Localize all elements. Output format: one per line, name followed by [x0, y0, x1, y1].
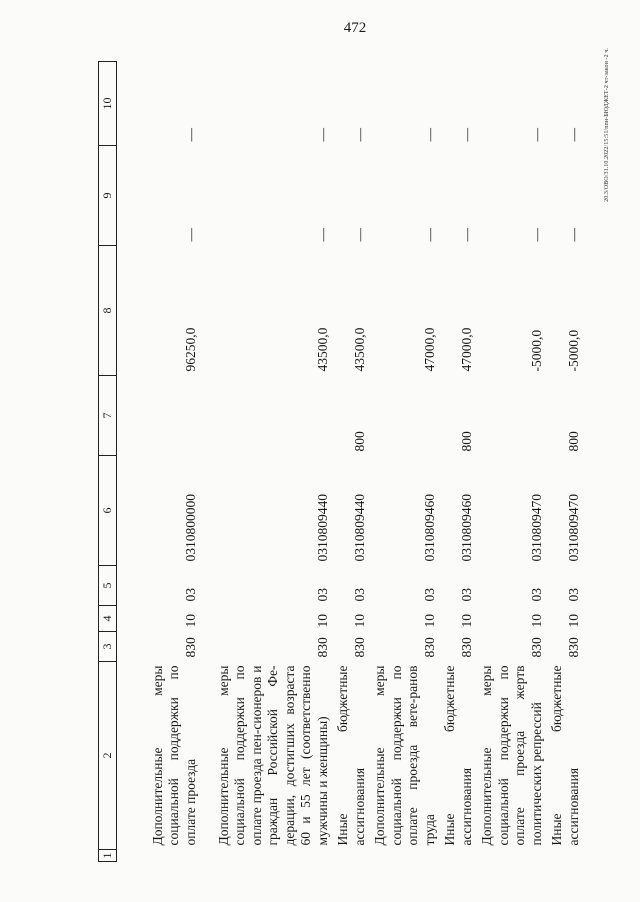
cell-c3: 830	[528, 637, 544, 658]
cell-c6: 0310809440	[314, 494, 330, 562]
column-header: 10	[99, 62, 117, 146]
cell-c8: 96250,0	[182, 327, 198, 372]
column-header: 9	[99, 146, 117, 246]
row-description: Дополнительные меры социальной поддержки по оплате проезда пен-сионеров и граждан Российской Фе-дерации, достигших возраста 60 и 55 лет (соответственно мужчины и женщины)	[215, 665, 330, 846]
cell-c3: 830	[421, 637, 437, 658]
empty-value-dash: —	[458, 228, 474, 242]
cell-c5: 03	[458, 588, 474, 602]
cell-c7: 800	[565, 431, 581, 452]
row-marker-cell	[547, 850, 584, 862]
cell-c7: 800	[458, 431, 474, 452]
cell-c4: 10	[421, 614, 437, 628]
column-header: 3	[99, 632, 117, 662]
cell-c8: -5000,0	[565, 329, 581, 372]
table-row	[477, 62, 547, 862]
empty-value-dash: —	[351, 128, 367, 142]
cell-c7	[117, 376, 202, 456]
budget-table-container	[98, 62, 581, 862]
column-header: 1	[99, 850, 117, 862]
row-marker-cell	[117, 850, 202, 862]
cell-c4: 10	[458, 614, 474, 628]
cell-c8: 43500,0	[351, 327, 367, 372]
empty-value-dash: —	[528, 228, 544, 242]
cell-c3: 830	[182, 637, 198, 658]
cell-c3: 830	[458, 637, 474, 658]
page-number: 472	[343, 20, 367, 36]
cell-c4: 10	[314, 614, 330, 628]
cell-c3: 830	[314, 637, 330, 658]
cell-c6: 0310809470	[565, 494, 581, 562]
empty-value-dash: —	[182, 228, 198, 242]
cell-c6: 0310800000	[182, 494, 198, 562]
row-description: Дополнительные меры социальной поддержки по оплате проезда	[149, 665, 198, 846]
cell-c6: 0310809460	[421, 494, 437, 562]
column-header: 8	[99, 246, 117, 376]
row-description: Иные бюджетные ассигнования	[549, 665, 581, 846]
table-row	[201, 62, 333, 862]
cell-c3: 830	[565, 637, 581, 658]
cell-c8: -5000,0	[528, 329, 544, 372]
cell-c5: 03	[421, 588, 437, 602]
empty-value-dash: —	[565, 128, 581, 142]
empty-value-dash: —	[421, 228, 437, 242]
cell-c6: 0310809460	[458, 494, 474, 562]
empty-value-dash: —	[351, 228, 367, 242]
cell-c7	[201, 376, 333, 456]
row-marker-cell	[201, 850, 333, 862]
cell-c4: 10	[182, 614, 198, 628]
row-marker-cell	[440, 850, 477, 862]
table-row	[333, 62, 370, 862]
column-header: 5	[99, 566, 117, 606]
cell-c4: 10	[565, 614, 581, 628]
rotated-table-frame	[98, 62, 581, 862]
cell-c7: 800	[351, 431, 367, 452]
cell-c7	[477, 376, 547, 456]
row-description: Дополнительные меры социальной поддержки по оплате проезда жертв политических репрессий	[479, 665, 544, 846]
cell-c4: 10	[528, 614, 544, 628]
row-description: Иные бюджетные ассигнования	[442, 665, 474, 846]
empty-value-dash: —	[314, 228, 330, 242]
cell-c8: 47000,0	[421, 327, 437, 372]
column-header: 7	[99, 376, 117, 456]
cell-c5: 03	[528, 588, 544, 602]
cell-c7	[370, 376, 440, 456]
cell-c5: 03	[182, 588, 198, 602]
row-description: Иные бюджетные ассигнования	[335, 665, 367, 846]
column-header: 4	[99, 606, 117, 632]
cell-c6: 0310809440	[351, 494, 367, 562]
row-marker-cell	[477, 850, 547, 862]
row-marker-cell	[333, 850, 370, 862]
column-header: 2	[99, 662, 117, 850]
budget-table	[98, 61, 584, 862]
cell-c8: 43500,0	[314, 327, 330, 372]
empty-value-dash: —	[565, 228, 581, 242]
row-marker-cell	[370, 850, 440, 862]
empty-value-dash: —	[528, 128, 544, 142]
document-footer-code: 20.3/ОВО/31.10.2022/15:51/ппи-БЮДЖЕТ-2 чт-закон -2 ч.	[604, 48, 610, 202]
empty-value-dash: —	[458, 128, 474, 142]
cell-c5: 03	[314, 588, 330, 602]
empty-value-dash: —	[182, 128, 198, 142]
empty-value-dash: —	[314, 128, 330, 142]
cell-c3: 830	[351, 637, 367, 658]
column-header: 6	[99, 456, 117, 566]
table-row	[440, 62, 477, 862]
cell-c8: 47000,0	[458, 327, 474, 372]
table-row	[117, 62, 202, 862]
cell-c6: 0310809470	[528, 494, 544, 562]
table-header-row	[99, 62, 117, 862]
cell-c4: 10	[351, 614, 367, 628]
table-row	[370, 62, 440, 862]
cell-c5: 03	[565, 588, 581, 602]
table-row	[547, 62, 584, 862]
cell-c5: 03	[351, 588, 367, 602]
empty-value-dash: —	[421, 128, 437, 142]
row-description: Дополнительные меры социальной поддержки по оплате проезда вете-ранов труда	[372, 665, 437, 846]
